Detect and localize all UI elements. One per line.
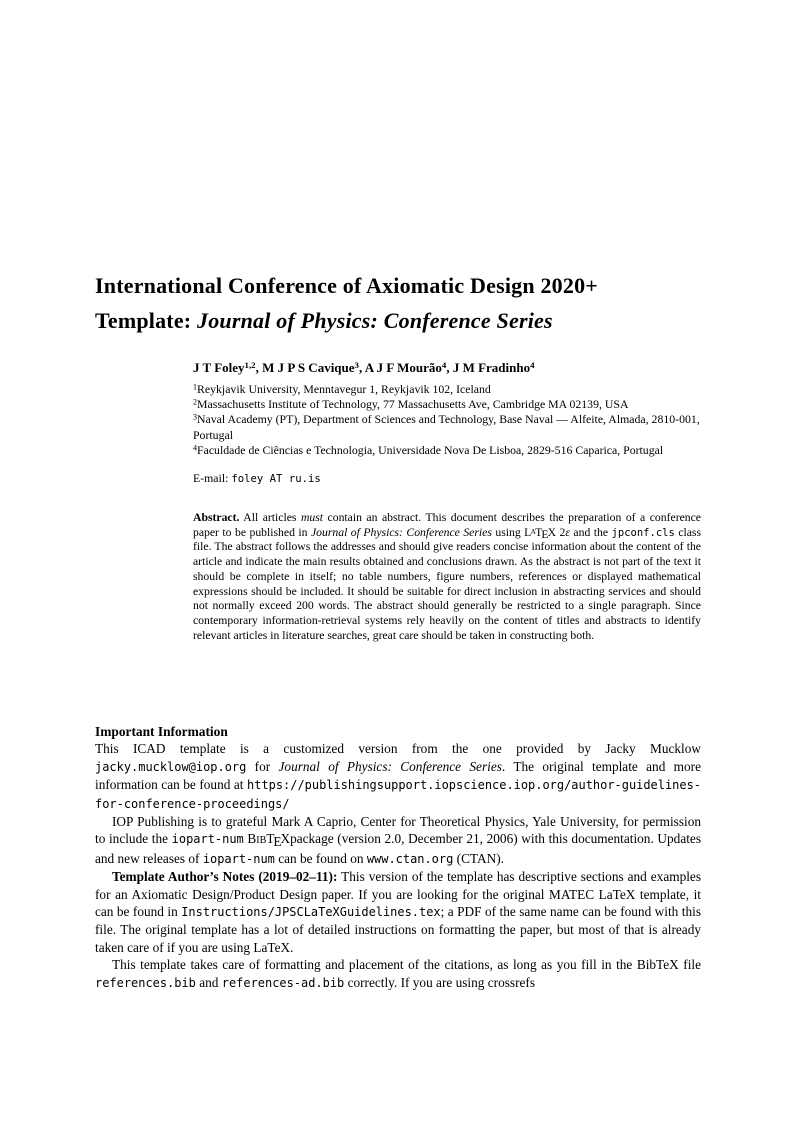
text-segment: . The original template and more information can be found at [95,758,701,793]
text-segment: references-ad.bib [221,975,345,990]
text-segment: , A J F Mourão [358,360,442,375]
text-segment: X [547,525,557,539]
text-segment: ε [565,525,570,539]
text-segment: , J M Fradinho [446,360,531,375]
body-paragraph-1 [95,740,701,813]
text-segment: This template takes care of formatting and placement of the citations, as long as you fill in the BibTeX file [112,957,701,973]
text-segment: ; a PDF of the same name can be found with this file. The original template has a lot of detailed instructions on formatting the paper, but most of that is already taken care of if you are using LaTeX. [95,904,701,955]
text-segment: T [266,831,275,847]
text-segment: This ICAD template is a customized version from the one provided by Jacky Mucklow [95,741,701,757]
text-segment: 1 [193,382,198,392]
text-segment: for [246,758,279,774]
text-segment: A [530,527,536,536]
text-segment: 3 [193,412,198,422]
paper-body [95,723,701,992]
front-matter [193,359,701,643]
text-segment: Journal of Physics: Conference Series [310,525,492,539]
text-segment: class file. The abstract follows the addresses and should give readers concise information about the content of the article and indicate the main results obtained and conclusions drawn. As the abstract is not part of the text it should be complete in itself; no table numbers, figure numbers, references or displayed mathematical expressions should be included. It should be suitable for direct inclusion in abstracting services and should not normally exceed 200 words. The abstract should generally be restricted to a single paragraph. Since contemporary information-retrieval systems rely heavily on the content of titles and abstracts to identify relevant articles in literature searches, great care should be taken in constructing both. [193,525,702,642]
text-segment: J T Foley [193,360,245,375]
text-segment: iopart-num [171,832,244,847]
text-segment: L [524,525,532,539]
text-segment: Template: [95,308,198,333]
paper-content [95,268,702,990]
abstract-paragraph [193,511,701,643]
text-segment: , M J P S Cavique [255,360,355,375]
text-segment: must [300,511,324,525]
text-segment: jacky.mucklow@iop.org [95,759,247,774]
paper-title [95,268,701,338]
text-segment: All articles [239,511,301,525]
text-segment: 2 [556,525,566,539]
affiliation-2 [193,397,701,412]
text-segment: 4 [193,443,198,453]
text-segment: 4 [441,360,447,371]
text-segment: https://publishingsupport.iopscience.iop.org/author-guidelines-for-conference-proceedings/ [95,778,701,811]
text-segment: www.ctan.org [366,851,454,866]
affiliation-4 [193,443,701,458]
text-segment: T [535,525,543,539]
text-segment: correctly. If you are using crossrefs [344,974,536,990]
text-segment: X [280,831,291,847]
text-segment: Journal of Physics: Conference Series [197,308,553,333]
text-segment: and [195,974,222,990]
section-heading: Important Information [95,724,228,739]
text-segment: This version of the template has descriptive sections and examples for an Axiomatic Design/Product Design paper. If you are looking for the original MATEC LaTeX template, it can be found in [95,869,701,920]
text-segment: Template Author’s Notes (2019–02–11): [112,869,338,885]
title-line-1: International Conference of Axiomatic Design 2020+ [95,273,599,298]
text-segment: Abstract. [193,511,240,525]
text-segment: package (version 2.0, December 21, 2006) with this documentation. Updates and new releases of [95,831,701,866]
text-segment: 4 [530,360,535,371]
text-segment: Instructions/JPSCLaTeXGuidelines.tex [181,905,441,920]
text-segment: E [273,834,282,850]
text-segment: IB [256,835,267,847]
text-segment: references.bib [95,975,196,990]
body-paragraph-2 [95,813,701,868]
text-segment: Naval Academy (PT), Department of Sciences and Technology, Base Naval — Alfeite, Almada, 2810-001, Portugal [193,412,700,442]
title-line-2 [95,303,701,338]
text-segment: Journal of Physics: Conference Series [278,758,502,774]
text-segment: E [541,528,549,542]
text-segment: (CTAN). [453,850,504,866]
text-segment: jpconf.cls [611,526,675,539]
text-segment: B [243,831,257,847]
email-line [193,471,701,486]
affiliation-3 [193,412,701,442]
text-segment: iopart-num [202,851,275,866]
text-segment: Reykjavik University, Menntavegur 1, Reykjavik 102, Iceland [197,382,491,396]
text-segment: E-mail: [193,471,232,486]
text-segment: using [491,525,525,539]
author-list [193,359,701,376]
affiliation-list [193,382,701,458]
text-segment: Massachusetts Institute of Technology, 77 Massachusetts Ave, Cambridge MA 02139, USA [197,397,629,412]
text-segment: IOP Publishing is to grateful Mark A Caprio, Center for Theoretical Physics, Yale University, for permission to include the [95,814,701,847]
text-segment: 2 [193,397,198,407]
text-segment: foley AT ru.is [231,472,321,486]
body-paragraph-3 [95,868,701,956]
text-segment: Faculdade de Ciências e Technologia, Universidade Nova De Lisboa, 2829-516 Caparica, Portugal [197,442,664,457]
text-segment: 3 [354,360,359,371]
affiliation-1 [193,382,701,397]
body-paragraph-4 [95,956,701,992]
text-segment: 1,2 [244,360,256,371]
text-segment: and the [569,525,612,539]
text-segment: contain an abstract. This document describes the preparation of a conference paper to be published in [193,511,701,539]
text-segment: can be found on [274,850,367,866]
